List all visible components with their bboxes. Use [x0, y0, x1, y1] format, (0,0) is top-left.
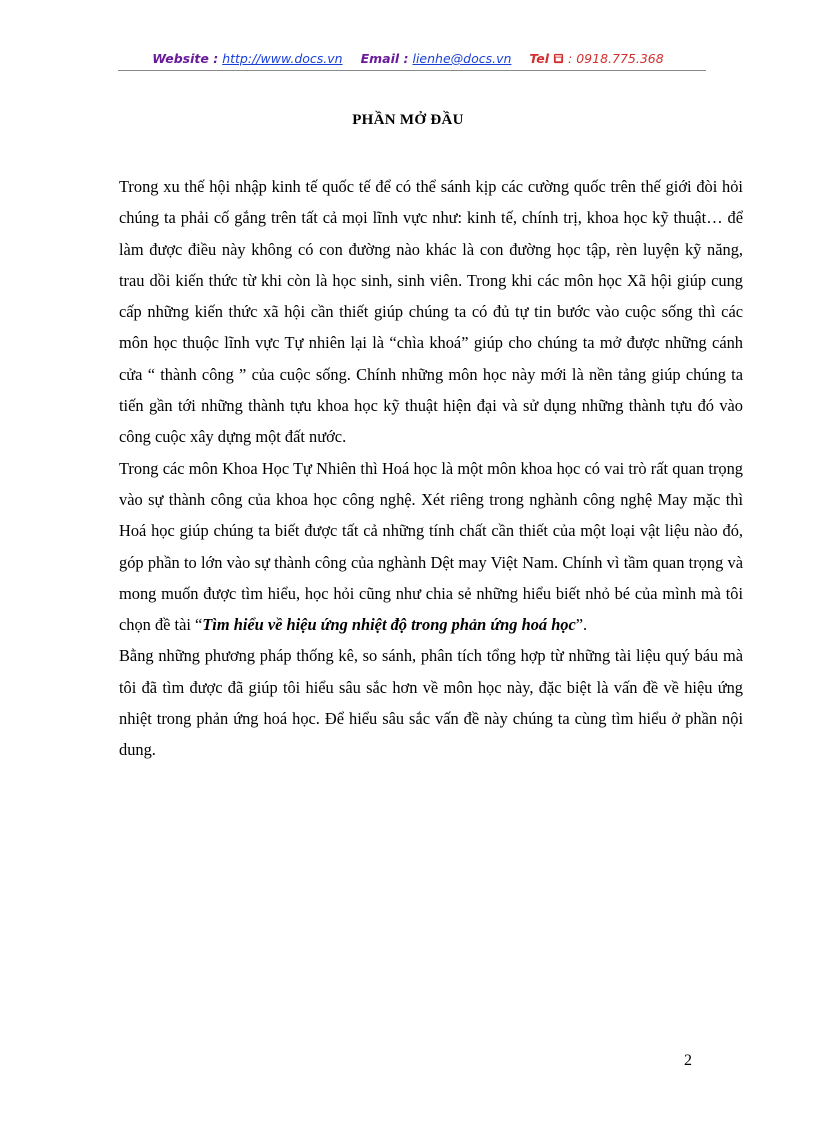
email-link[interactable]: lienhe@docs.vn	[412, 51, 512, 66]
paragraph-2-end: ”.	[575, 615, 588, 635]
paragraph-3: Bằng những phương pháp thống kê, so sánh, phân tích tổng hợp từ những tài liệu quý báu mà tôi đã tìm được đã giúp tôi hiểu sâu sắc hơn về môn học này, đặc biệt là vấn đề về hiệu ứng nhiệt trong phản ứng hoá học. Để hiểu sâu sắc vấn đề này chúng ta cùng tìm hiểu ở phần nội dung.	[119, 646, 743, 760]
phone-icon	[553, 51, 564, 66]
page-title: PHẦN MỞ ĐẦU	[352, 112, 464, 128]
page-header	[0, 51, 816, 66]
header-divider	[118, 70, 706, 71]
phone-number: : 0918.775.368	[568, 51, 664, 66]
website-label: Website :	[152, 51, 219, 66]
paragraph-2-intro: Trong các môn Khoa Học Tự Nhiên thì Hoá học là một môn khoa học có vai trò rất quan trọng vào sự thành công của khoa học công nghệ. Xét riêng trong nghành công nghệ May mặc thì Hoá học giúp chúng ta biết được tất cả những tính chất cần thiết của một loại vật liệu nào đó, góp phần to lớn vào sự thành công của nghành Dệt may Việt Nam. Chính vì tầm quan trọng và mong muốn được tìm hiểu, học hỏi cũng như chia sẻ những hiểu biết nhỏ bé của mình mà tôi chọn đề tài “	[119, 458, 743, 635]
topic-title: Tìm hiểu về hiệu ứng nhiệt độ trong phản ứng hoá học	[202, 615, 576, 635]
email-label: Email :	[360, 51, 409, 66]
tel-label: Tel	[529, 51, 550, 66]
paragraph-2	[119, 453, 743, 641]
body-text	[119, 171, 743, 766]
website-link[interactable]: http://www.docs.vn	[222, 51, 343, 66]
page-number: 2	[684, 1052, 692, 1069]
paragraph-1: Trong xu thế hội nhập kinh tế quốc tế để có thể sánh kịp các cường quốc trên thế giới đòi hỏi chúng ta phải cố gắng trên tất cả mọi lĩnh vực như: kinh tế, chính trị, khoa học kỹ thuật… để làm được điều này không có con đường nào khác là con đường học tập, rèn luyện kỹ năng, trau dồi kiến thức từ khi còn là học sinh, sinh viên. Trong khi các môn học Xã hội giúp cung cấp những kiến thức xã hội cần thiết giúp chúng ta có đủ tự tin bước vào cuộc sống thì các môn học thuộc lĩnh vực Tự nhiên lại là “chìa khoá” giúp cho chúng ta mở được những cánh cửa “ thành công ” của cuộc sống. Chính những môn học này mới là nền tảng giúp chúng ta tiến gần tới những thành tựu khoa học kỹ thuật hiện đại và sử dụng những thành tựu đó vào công cuộc xây dựng một đất nước.	[119, 177, 743, 447]
